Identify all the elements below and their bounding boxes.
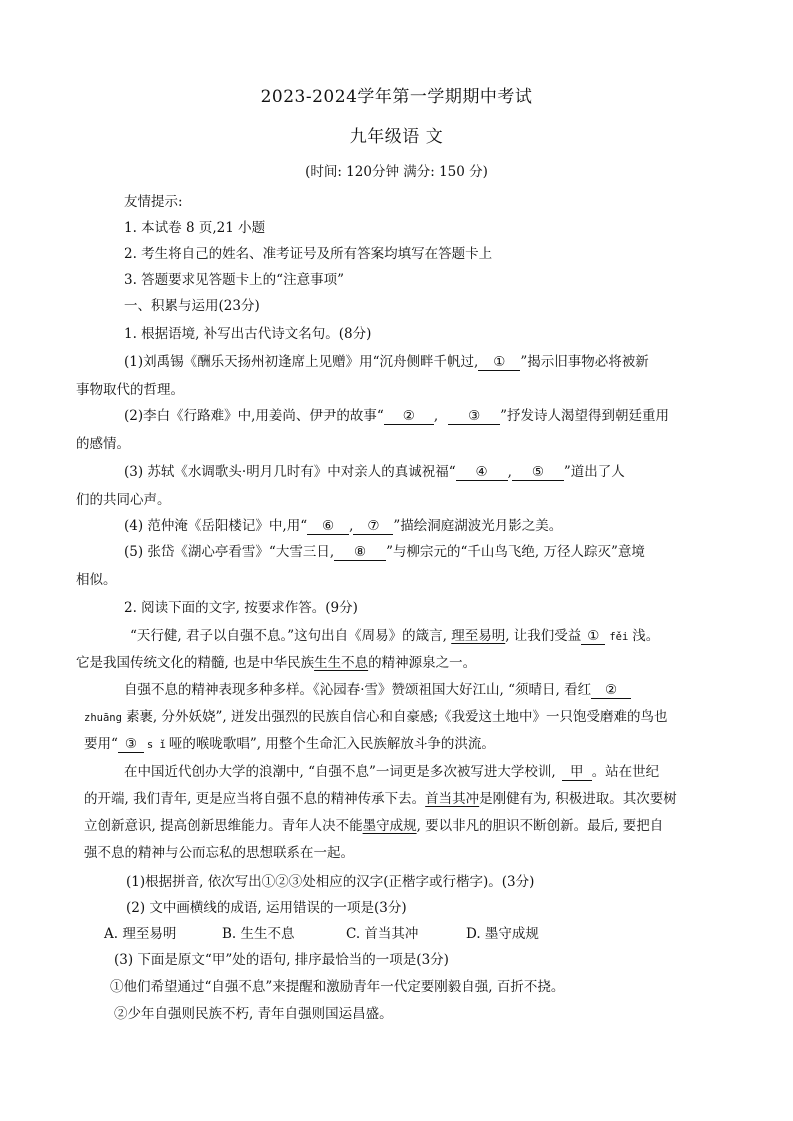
tip-item: 1. 本试卷 8 页,21 小题 (124, 220, 266, 236)
passage-line: 在中国近代创办大学的浪潮中, “自强不息”一词更是多次被写进大学校训, 甲 。站在世纪 (124, 760, 659, 781)
q1-item-3-cont: 们的共同心声。 (76, 492, 171, 508)
answer-blank: ④ (456, 464, 508, 481)
sub-question-2: (2) 文中画横线的成语, 运用错误的一项是(3分) (126, 900, 407, 916)
option-c: C. 首当其冲 (346, 926, 419, 942)
question-1-stem: 1. 根据语境, 补写出古代诗文名句。(8分) (124, 326, 372, 342)
tips-heading: 友情提示: (124, 194, 183, 210)
question-2-stem: 2. 阅读下面的文字, 按要求作答。(9分) (124, 600, 358, 616)
answer-blank-jia: 甲 (562, 760, 592, 781)
option-d: D. 墨守成规 (466, 926, 539, 942)
q1-item-5-cont: 相似。 (76, 572, 117, 588)
answer-blank: ⑧ (334, 544, 386, 561)
passage-line: zhuāng 素裹, 分外妖娆”, 迸发出强烈的民族自信心和自豪感;《我爱这土地中》一只饱受磨难的鸟也 (84, 709, 668, 725)
underlined-idiom: 生生不息 (314, 655, 369, 671)
passage-line: 强不息的精神与公而忘私的思想联系在一起。 (84, 845, 354, 861)
passage-line: 要用“ ③ s ǐ 哑的喉咙歌唱”, 用整个生命汇入民族解放斗争的洪流。 (84, 736, 495, 752)
exam-time-info: (时间: 120分钟 满分: 150 分) (305, 164, 488, 180)
sentence-1: ①他们希望通过“自强不息”来提醒和激励青年一代定要刚毅自强, 百折不挠。 (110, 979, 565, 995)
sub-question-1: (1)根据拼音, 依次写出①②③处相应的汉字(正楷字或行楷字)。(3分) (126, 874, 535, 890)
exam-title: 2023-2024学年第一学期期中考试 (260, 87, 533, 107)
passage-line: 它是我国传统文化的精髓, 也是中华民族生生不息的精神源泉之一。 (76, 655, 477, 671)
pinyin: fěi (609, 631, 629, 643)
option-a: A. 理至易明 (104, 926, 177, 942)
pinyin: s ǐ (146, 739, 166, 751)
q1-item-5: (5) 张岱《湖心亭看雪》“大雪三日, ⑧ ”与柳宗元的“千山鸟飞绝, 万径人踪灭”意境 (124, 544, 645, 560)
tip-item: 2. 考生将自己的姓名、准考证号及所有答案均填写在答题卡上 (124, 246, 493, 262)
sub-question-3: (3) 下面是原文“甲”处的语句, 排序最恰当的一项是(3分) (114, 952, 449, 968)
section-heading: 一、积累与运用(23分) (124, 298, 260, 314)
pinyin: zhuāng (84, 712, 122, 724)
q1-item-2-cont: 的感情。 (76, 436, 130, 452)
passage-line: “天行健, 君子以自强不息。”这句出自《周易》的箴言, 理至易明, 让我们受益 ① fěi 浅。 (130, 628, 660, 644)
passage-line: 的开端, 我们青年, 更是应当将自强不息的精神传承下去。首当其冲是刚健有为, 积极进取。其次要树 (84, 791, 677, 807)
underlined-idiom: 首当其冲 (425, 791, 480, 807)
answer-blank: ③ (448, 408, 500, 425)
answer-blank: ⑥ (307, 518, 349, 535)
answer-blank: ② (384, 408, 434, 425)
answer-blank: ③ (118, 736, 144, 753)
q1-item-1-cont: 事物取代的哲理。 (76, 382, 184, 398)
option-b: B. 生生不息 (222, 926, 295, 942)
answer-blank: ⑤ (512, 464, 564, 481)
answer-blank: ① (581, 628, 605, 645)
passage-line: 立创新意识, 提高创新思维能力。青年人决不能墨守成规, 要以非凡的胆识不断创新。最后, 要把自 (84, 818, 664, 834)
q1-item-3: (3) 苏轼《水调歌头·明月几时有》中对亲人的真诚祝福“ ④ , ⑤ ”道出了人 (124, 464, 625, 480)
passage-line: 自强不息的精神表现多种多样。《沁园春·雪》赞颂祖国大好江山, “须晴日, 看红 ② (124, 678, 631, 699)
sentence-2: ②少年自强则民族不朽, 青年自强则国运昌盛。 (114, 1006, 393, 1022)
q1-item-4: (4) 范仲淹《岳阳楼记》中,用“ ⑥ , ⑦ ”描绘洞庭湖波光月影之美。 (124, 518, 563, 534)
answer-blank: ① (478, 354, 520, 371)
underlined-idiom: 墨守成规 (362, 818, 417, 834)
tip-item: 3. 答题要求见答题卡上的“注意事项” (124, 272, 344, 288)
underlined-idiom: 理至易明 (451, 628, 506, 644)
answer-blank: ② (591, 682, 631, 699)
exam-subtitle: 九年级语 文 (349, 127, 444, 147)
q1-item-2: (2)李白《行路难》中,用姜尚、伊尹的故事“ ② , ③ ”抒发诗人渴望得到朝廷重用 (124, 408, 670, 424)
answer-blank: ⑦ (353, 518, 393, 535)
q1-item-1: (1)刘禹锡《酬乐天扬州初逢席上见赠》用“沉舟侧畔千帆过, ① ”揭示旧事物必将被新 (124, 354, 649, 370)
